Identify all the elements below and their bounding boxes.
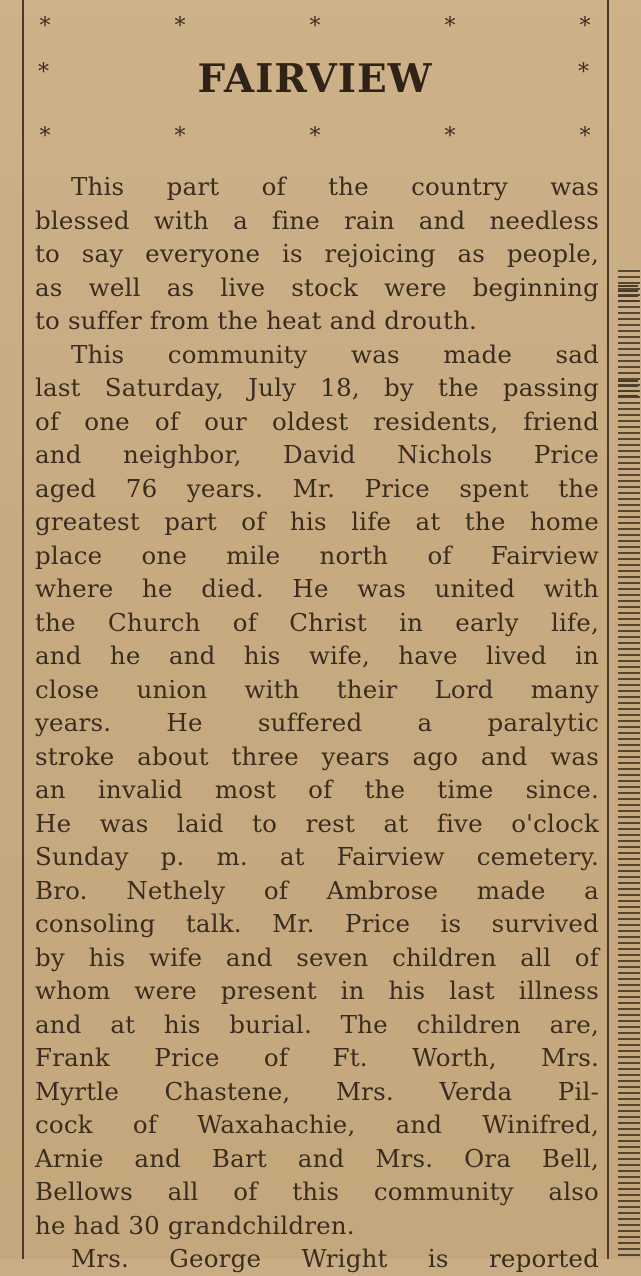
text-line: whom were present in his last illness bbox=[35, 976, 599, 1005]
text-line: Myrtle Chastene, Mrs. Verda Pil- bbox=[35, 1076, 599, 1106]
text-line: of one of our oldest residents, friend bbox=[35, 406, 599, 436]
ornament-star: * bbox=[444, 124, 456, 149]
text-line: place one mile north of Fairview bbox=[35, 540, 599, 570]
text-line: and he and his wife, have lived in bbox=[35, 641, 599, 670]
text-line: This community was made sad bbox=[71, 339, 599, 369]
column-rule-right bbox=[607, 0, 609, 1259]
text-line: Bro. Nethely of Ambrose made a bbox=[35, 875, 599, 905]
text-line: close union with their Lord many bbox=[35, 674, 599, 704]
text-line: and at his burial. The children are, bbox=[35, 1009, 599, 1039]
ornament-star-right: * bbox=[578, 60, 589, 85]
text-line: an invalid most of the time since. bbox=[35, 775, 599, 804]
text-line: where he died. He was united with bbox=[35, 574, 599, 603]
ornament-star-left: * bbox=[38, 60, 49, 85]
adjacent-column-mark bbox=[618, 380, 638, 398]
text-line: as well as live stock were beginning bbox=[35, 272, 599, 302]
text-line: cock of Waxahachie, and Winifred, bbox=[35, 1110, 599, 1139]
text-line: the Church of Christ in early life, bbox=[35, 607, 599, 637]
text-line: Bellows all of this community also bbox=[35, 1177, 599, 1206]
ornament-star: * bbox=[444, 14, 456, 39]
ornament-star: * bbox=[174, 14, 186, 39]
column-rule-left bbox=[22, 0, 24, 1259]
text-line: This part of the country was bbox=[71, 172, 599, 201]
ornament-star: * bbox=[309, 124, 321, 149]
ornament-star: * bbox=[39, 124, 51, 149]
ornament-star: * bbox=[174, 124, 186, 149]
article-body bbox=[35, 170, 599, 1276]
adjacent-column-fragment bbox=[618, 270, 640, 1259]
ornament-row-top bbox=[30, 16, 600, 38]
text-line: Sunday p. m. at Fairview cemetery. bbox=[35, 842, 599, 871]
text-line: and neighbor, David Nichols Price bbox=[35, 440, 599, 469]
text-line: Frank Price of Ft. Worth, Mrs. bbox=[35, 1043, 599, 1072]
text-line: He was laid to rest at five o'clock bbox=[35, 808, 599, 838]
article-heading: FAIRVIEW bbox=[197, 56, 433, 102]
text-line: Arnie and Bart and Mrs. Ora Bell, bbox=[35, 1143, 599, 1173]
ornament-row-bottom bbox=[30, 126, 600, 148]
ornament-star: * bbox=[309, 14, 321, 39]
text-line: greatest part of his life at the home bbox=[35, 507, 599, 536]
text-line: to say everyone is rejoicing as people, bbox=[35, 239, 599, 268]
adjacent-column-mark bbox=[618, 285, 638, 303]
text-line: blessed with a fine rain and needless bbox=[35, 205, 599, 235]
ornament-star: * bbox=[579, 14, 591, 39]
text-line: last Saturday, July 18, by the passing bbox=[35, 373, 599, 402]
text-line: stroke about three years ago and was bbox=[35, 741, 599, 771]
text-line: consoling talk. Mr. Price is survived bbox=[35, 909, 599, 938]
text-line: to suffer from the heat and drouth. bbox=[35, 306, 478, 335]
text-line: he had 30 grandchildren. bbox=[35, 1210, 355, 1240]
ornament-star: * bbox=[39, 14, 51, 39]
ornament-star: * bbox=[579, 124, 591, 149]
text-line: Mrs. George Wright is reported bbox=[71, 1244, 599, 1273]
text-line: aged 76 years. Mr. Price spent the bbox=[35, 473, 599, 503]
text-line: by his wife and seven children all of bbox=[35, 942, 599, 972]
text-line: years. He suffered a paralytic bbox=[35, 708, 599, 737]
